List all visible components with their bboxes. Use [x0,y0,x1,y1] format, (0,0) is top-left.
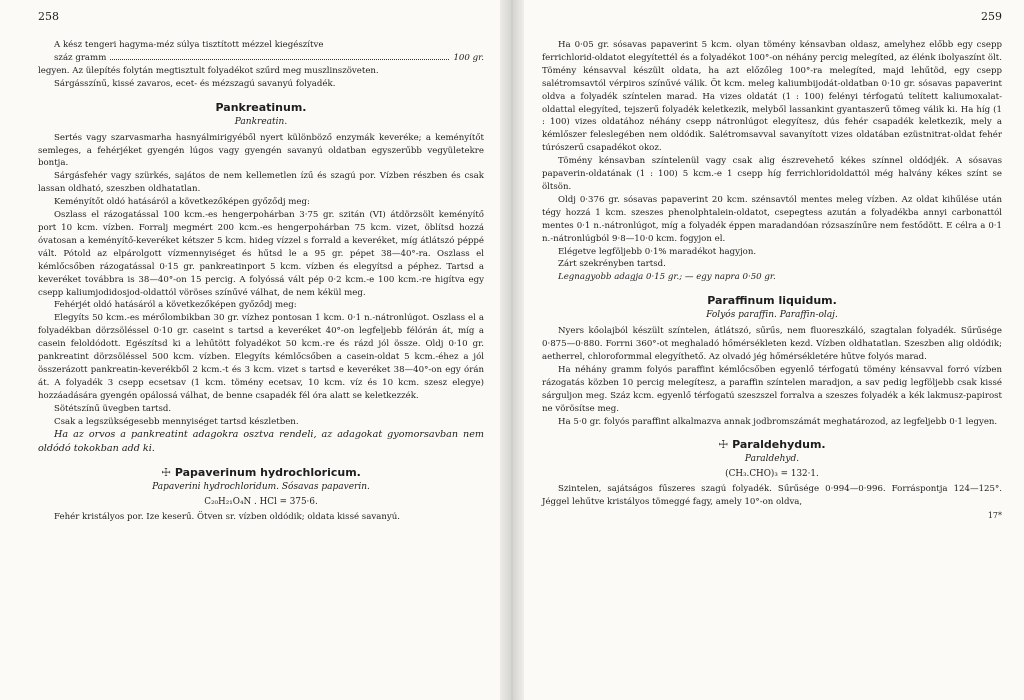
paragraph: Ha 5·0 gr. folyós paraffint alkalmazva annak jodbromszámát meghatározod, az legfeljebb 0·1 legyen. [558,416,998,427]
paragraph: Sertés vagy szarvasmarha hasnyálmirigyéből nyert különböző enzymák keveréke; a keményítőt semleges, a fehérjéket gyengén lúgos vagy gyengén savanyú oldatban egyszerűbb vegyületekre bontja. [38,132,484,169]
paragraph: Ha néhány gramm folyós paraffint kémlőcsőben egyenlő térfogatú tömény kénsavval forró vízben rázogatás közben 10 percig melegítesz, a paraffin színtelen maradjon, a sav pedig legföljebb csak kissé sárguljon meg. Száz kcm. egyenlő térfogatú szeszszel forralva a szeszes folyadék a kék lakmusz-papirost ne vörösítse meg. [542,364,1002,414]
paragraph: Csak a legszükségesebb mennyiséget tartsd készletben. [54,416,299,427]
paragraph: Elegyíts 50 kcm.-es mérőlombikban 30 gr. vízhez pontosan 1 kcm. 0·1 n.-nátronlúgot. Oszlass el a folyadékban dörzsöléssel 0·10 gr. caseint s tartsd a keveréket 40°-on legfeljebb félórán át, míg a casein feloldódott. Egészítsd ki a lehűtött folyadékot 50 kcm.-re és rázd jól össze. Oldj 0·10 gr. pankreatint dörzsöléssel 500 kcm. vízben. Elegyíts kémlőcsőben a casein-oldat 5 kcm.-éhez a jól összerázott pankreatin-keverékből 2 kcm.-t és 3 kcm. vizet s tartsd e keveréket 38—40°-on egy órán át. A folyadék 3 csepp ecsetsav (1 kcm. tömény ecetsav, 10 kcm. víz és 10 kcm. szesz elegye) hozzáadására gyengén opálossá válhat, de benne csapadék fél óra alatt se keletkezzék. [38,313,484,401]
gram-label: száz gramm [54,52,107,63]
section-title-paraffinum: Paraffinum liquidum. [707,294,837,308]
section-subtitle-paraldehyd: Paraldehyd. [744,454,800,465]
page-number-right: 259 [981,10,1002,23]
paragraph: Oldj 0·376 gr. sósavas papaverint 20 kcm. szénsavtól mentes meleg vízben. Az oldat kihűlése után tégy hozzá 1 kcm. szeszes phenolphtalein-oldatot, csepegtess azután a folyadékba annyi carbonattól mentes 0·1 n.-nátronlúgot, míg a folyadék éppen maradandóan rózsaszínűre nem festődött. E célra a 0·1 n.-nátronlúgból 9·8—10·0 kcm. fogyjon el. [542,194,1002,244]
paragraph: Ha 0·05 gr. sósavas papaverint 5 kcm. olyan tömény kénsavban oldasz, amelyhez előbb egy csepp ferrichlorid-oldatot elegyítettél és a folyadékot 100°-on néhány percig melegíted, az élénk ibolyaszínt ölt. Tömény kénsavval készült oldata, ha azt előzőleg 100°-ra melegíted, majd lehűtöd, egy csepp salétromsavtól vérpiros színűvé válik. Öt kcm. meleg kaliumbijodát-oldatban 0·10 gr. sósavas papaverint oldva a folyadék színtelen marad. Ha vizes oldatát (1 : 100) felényi térfogatú telített kaliumoxalat-oldattal elegyíted, tejszerű folyadék keletkezik, melyből lassankint gyantaszerű tömeg válik ki. Ha híg (1 : 100) vizes oldatához néhány csepp nátronlúgot elegyítesz, dús fehér csapadék keletkezik, mely a kémlőszer feleslegében nem oldódik. Salétromsavval savanyított vizes oldatában ezüstnitrat-oldat fehér túrószerű csapadékot okoz. [542,40,1002,154]
section-title-paraldehydum: ☩ Paraldehydum. [718,438,826,452]
paragraph: Sárgásfehér vagy szürkés, sajátos de nem kellemetlen ízű és szagú por. Vízben részben és csak lassan oldható, szeszben oldhatatlan. [38,171,484,195]
paragraph: Oszlass el rázogatással 100 kcm.-es hengerpohárban 3·75 gr. szitán (VI) átdörzsölt keményítő port 10 kcm. vízben. Forralj megmért 200 kcm.-es hengerpohárban 75 kcm. vizet, öblítsd hozzá óvatosan a keményítő-keveréket kétszer 5 kcm. hideg vízzel s forrald a keveréket, míg átlátszó péppé vált. Pótold az elpárolgott vízmennyiséget és hűtsd le a 95 gr. pépet 38—40°-ra. Oszlass el kémlőcsőben rázogatással 0·15 gr. pankreatinport 5 kcm. vízben és elegyítsd a péphez. Tartsd a keveréket továbbra is 38—40°-on 15 percig. A folyóssá vált pép 0·2 kcm.-e 100 kcm.-re higítva egy csepp kaliumjodidosjod-oldattól vöröses színűvé válhat, de nem kékül meg. [38,210,484,298]
chemical-formula: (CH₃.CHO)₃ = 132·1. [725,469,819,480]
right-page [524,0,1024,700]
gram-value: 100 gr. [453,52,484,63]
dot-leader [110,59,449,60]
chemical-formula: C₂₀H₂₁O₄N . HCl = 375·6. [204,497,318,508]
paragraph: Zárt szekrényben tartsd. [558,259,666,270]
intro-line: A kész tengeri hagyma-méz súlya tisztított mézzel kiegészítve [54,40,324,50]
paragraph: Fehérjét oldó hatásáról a következőképen győződj meg: [54,300,297,311]
paragraph: Szintelen, sajátságos fűszeres szagú folyadék. Sűrűsége 0·994—0·996. Forráspontja 124—125°. Jéggel lehűtve kristályos tömeggé fagy, amely 10°-on oldva, [542,484,1002,508]
section-title-papaverinum: ☩ Papaverinum hydrochloricum. [161,466,361,480]
dose-line: Legnagyobb adagja 0·15 gr.; — egy napra 0·50 gr. [558,272,776,283]
section-subtitle-paraffin: Folyós paraffin. Paraffin-olaj. [706,310,838,321]
section-subtitle-pankreatin: Pankreatin. [234,116,288,127]
paragraph: Sötétszínű üvegben tartsd. [54,403,172,414]
paragraph: Nyers kőolajból készült színtelen, átlátszó, sűrűs, nem fluoreszkáló, szagtalan folyadék. Sűrűsége 0·875—0·880. Forrni 360°-ot meghaladó hőmérsékleten kezd. Vízben oldhatatlan. Szeszben alig oldódik; aetherrel, chloroformmal elegyíthető. Az olvadó jég hőmérsékletére hűtve folyós marad. [542,326,1002,363]
section-title-pankreatinum: Pankreatinum. [215,100,307,114]
intro-line: legyen. Az ülepítés folytán megtisztult folyadékot szűrd meg muszlinszöveten. [38,65,379,76]
left-page [0,0,500,700]
italic-note: Ha az orvos a pankreatint adagokra osztva rendeli, az adagokat gyomorsavban nem oldódó tokokban add ki. [38,429,484,455]
paragraph: Elégetve legföljebb 0·1% maradékot hagyjon. [558,246,757,257]
page-number-left: 258 [38,10,59,23]
section-subtitle-papaverin: Papaverini hydrochloridum. Sósavas papaverin. [152,482,370,493]
paragraph: Keményítőt oldó hatásáról a következőképen győződj meg: [54,197,310,208]
signature-mark: 17* [987,511,1002,521]
paragraph: Fehér kristályos por. Ize keserű. Ötven sr. vízben oldódik; oldata kissé savanyú. [54,512,400,523]
intro-line: Sárgásszínű, kissé zavaros, ecet- és mézszagú savanyú folyadék. [54,78,336,89]
paragraph: Tömény kénsavban színtelenül vagy csak alig észrevehető kékes színnel oldódjék. A sósavas papaverin-oldatának (1 : 100) 5 kcm.-e 1 csepp híg ferrichloridoldattól még halvány kékes színt se öltsön. [542,156,1002,192]
book-gutter [500,0,524,700]
gram-line [38,52,484,65]
